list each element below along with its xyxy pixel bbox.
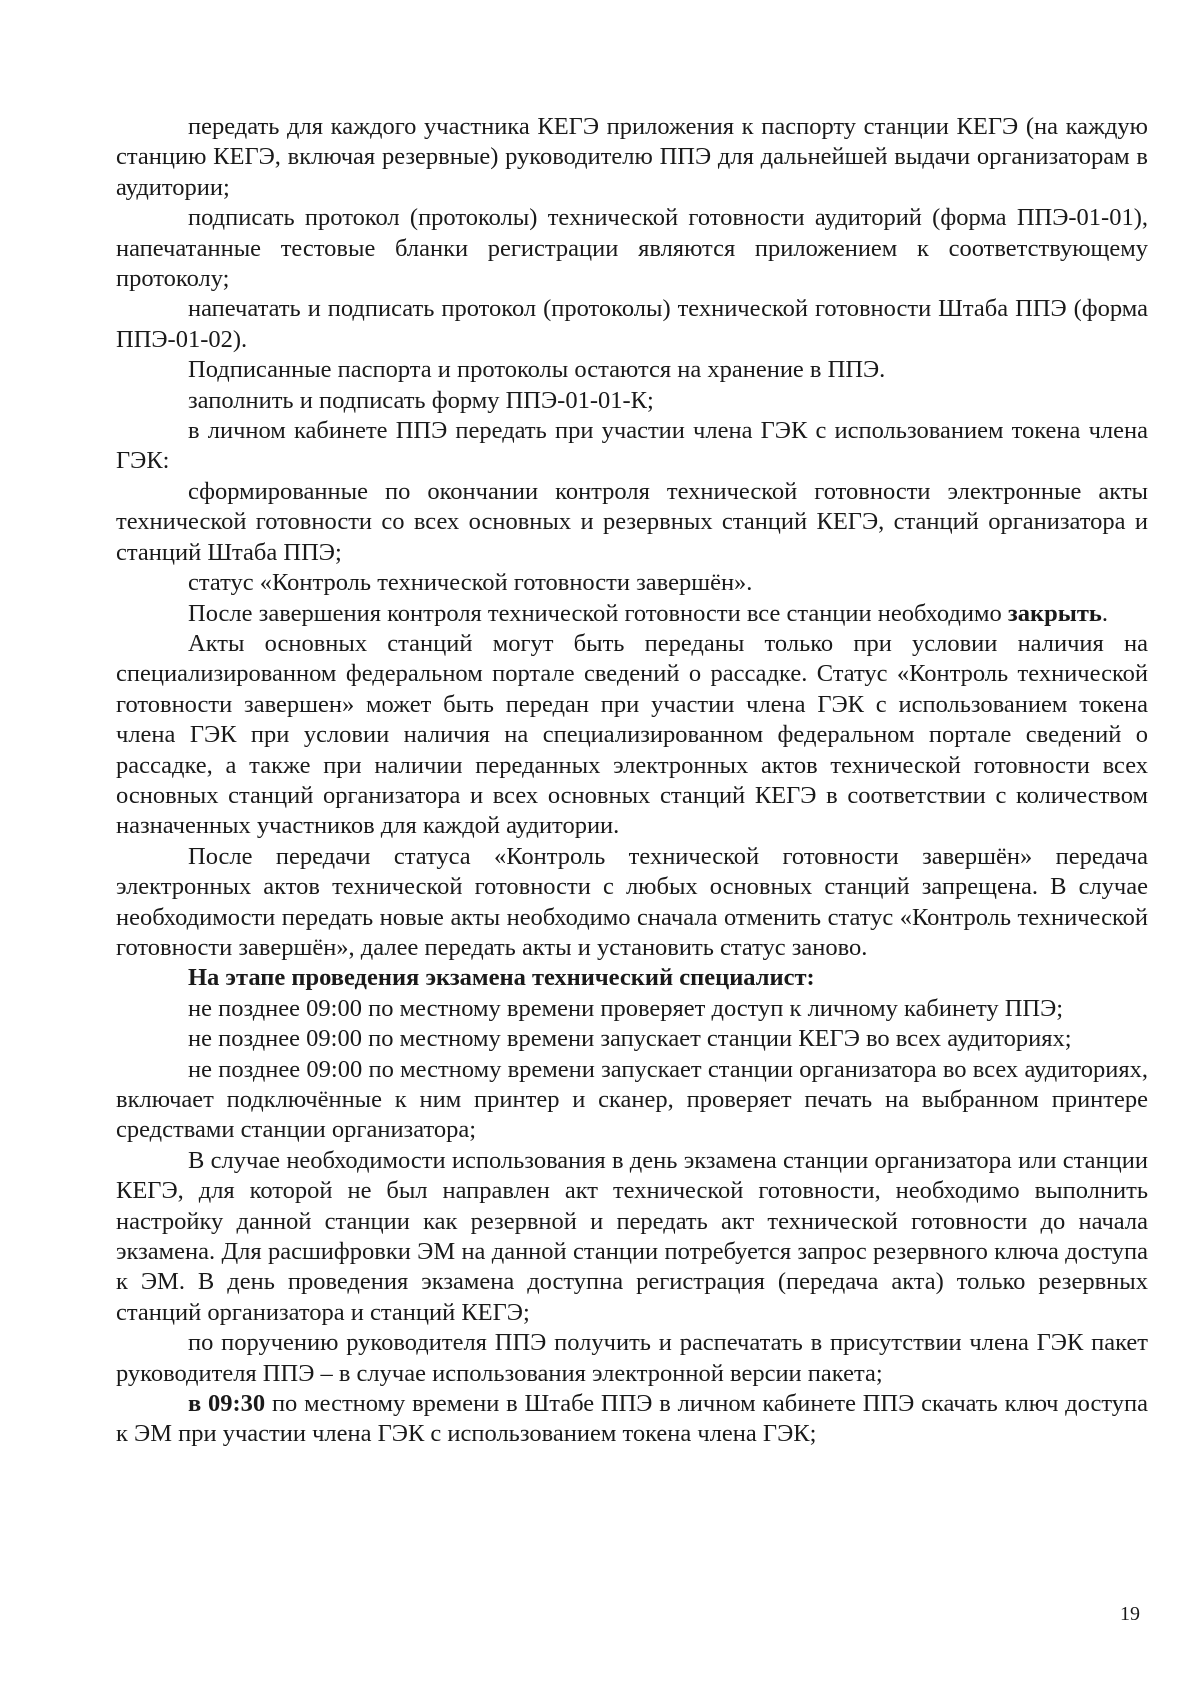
paragraph: в личном кабинете ППЭ передать при участии члена ГЭК с использованием токена члена ГЭК:	[116, 417, 1148, 475]
paragraph: Акты основных станций могут быть переданы только при условии наличия на специализированном федеральном портале сведений о рассадке. Статус «Контроль технической готовности завершен» может быть передан при участии члена ГЭК с использованием токена члена ГЭК при условии наличия на специализированном федеральном портале сведений о рассадке, а также при наличии переданных электронных актов технической готовности всех основных станций организатора и всех основных станций КЕГЭ в соответствии с количеством назначенных участников для каждой аудитории.	[116, 629, 1148, 840]
paragraph: не позднее 09:00 по местному времени запускает станции КЕГЭ во всех аудиториях;	[188, 1025, 1072, 1053]
paragraph: В случае необходимости использования в день экзамена станции организатора или станции КЕГЭ, для которой не был направлен акт технической готовности, необходимо выполнить настройку данной станции как резервной и передать акт технической готовности до начала экзамена. Для расшифровки ЭМ на данной станции потребуется запрос резервного ключа доступа к ЭМ. В день проведения экзамена доступна регистрация (передача акта) только резервных станций организатора и станций КЕГЭ;	[116, 1146, 1148, 1326]
paragraph: подписать протокол (протоколы) технической готовности аудиторий (форма ППЭ-01-01), напечатанные тестовые бланки регистрации являются приложением к соответствующему протоколу;	[116, 204, 1148, 293]
paragraph: передать для каждого участника КЕГЭ приложения к паспорту станции КЕГЭ (на каждую станцию КЕГЭ, включая резервные) руководителю ППЭ для дальнейшей выдачи организаторам в аудитории;	[116, 113, 1148, 201]
paragraph: не позднее 09:00 по местному времени проверяет доступ к личному кабинету ППЭ;	[188, 994, 1064, 1022]
page-body	[116, 112, 1148, 1450]
paragraph: После передачи статуса «Контроль технической готовности завершён» передача электронных актов технической готовности с любых основных станций запрещена. В случае необходимости передать новые акты необходимо сначала отменить статус «Контроль технической готовности завершён», далее передать акты и установить статус заново.	[116, 842, 1148, 961]
paragraph: Подписанные паспорта и протоколы остаются на хранение в ППЭ.	[188, 356, 886, 384]
paragraph: статус «Контроль технической готовности завершён».	[188, 569, 753, 597]
paragraph: напечатать и подписать протокол (протоколы) технической готовности Штаба ППЭ (форма ППЭ-01-02).	[116, 295, 1148, 353]
paragraph: После завершения контроля технической готовности все станции необходимо закрыть.	[188, 599, 1108, 627]
paragraph: в 09:30 по местному времени в Штабе ППЭ в личном кабинете ППЭ скачать ключ доступа к ЭМ при участии члена ГЭК с использованием токена члена ГЭК;	[116, 1390, 1149, 1448]
paragraph: сформированные по окончании контроля технической готовности электронные акты технической готовности со всех основных и резервных станций КЕГЭ, станций организатора и станций Штаба ППЭ;	[116, 477, 1148, 566]
page-number: 19	[1120, 1603, 1140, 1625]
paragraph: не позднее 09:00 по местному времени запускает станции организатора во всех аудиториях, включает подключённые к ним принтер и сканер, проверяет печать на выбранном принтере средствами станции организатора;	[116, 1055, 1148, 1144]
paragraph: по поручению руководителя ППЭ получить и распечатать в присутствии члена ГЭК пакет руководителя ППЭ – в случае использования электронной версии пакета;	[116, 1329, 1148, 1387]
section-heading: На этапе проведения экзамена технический специалист:	[188, 964, 815, 992]
paragraph: заполнить и подписать форму ППЭ-01-01-К;	[188, 386, 654, 414]
